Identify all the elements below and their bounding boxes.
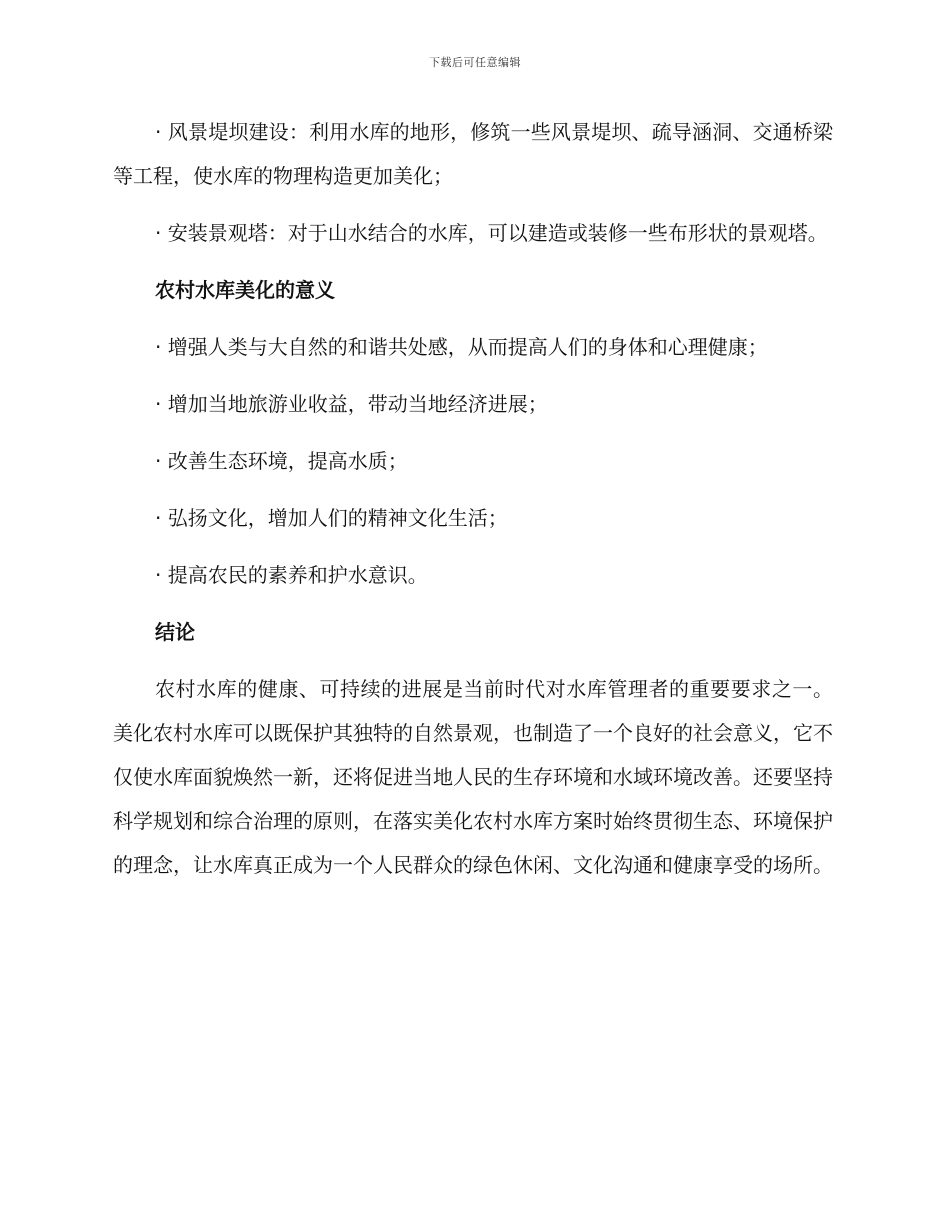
list-item: · 提高农民的素养和护水意识。 xyxy=(155,563,428,587)
section-heading-significance: 农村水库美化的意义 xyxy=(155,278,335,302)
section-heading-conclusion: 结论 xyxy=(155,620,195,644)
list-item: · 弘扬文化，增加人们的精神文化生活； xyxy=(155,506,508,530)
list-item: · 增强人类与大自然的和谐共处感，从而提高人们的身体和心理健康； xyxy=(155,335,768,359)
significance-list xyxy=(113,325,833,597)
conclusion-paragraph: 农村水库的健康、可持续的进展是当前时代对水库管理者的重要要求之一。美化农村水库可以既保护其独特的自然景观，也制造了一个良好的社会意义，它不仅使水库面貌焕然一新，还将促进当地人民的生存环境和水域环境改善。还要坚持科学规划和综合治理的原则，在落实美化农村水库方案时始终贯彻生态、环境保护的理念，让水库真正成为一个人民群众的绿色休闲、文化沟通和健康享受的场所。 xyxy=(113,677,833,877)
list-item: · 增加当地旅游业收益，带动当地经济进展； xyxy=(155,392,548,416)
measures-list xyxy=(113,110,833,255)
list-item-landscape-tower: · 安装景观塔：对于山水结合的水库，可以建造或装修一些布形状的景观塔。 xyxy=(155,221,828,245)
list-item: · 改善生态环境，提高水质； xyxy=(155,449,408,473)
header-note: 下载后可任意编辑 xyxy=(429,56,521,69)
document-body xyxy=(113,110,833,900)
list-item-scenic-dam: · 风景堤坝建设：利用水库的地形，修筑一些风景堤坝、疏导涵洞、交通桥梁等工程，使水库的物理构造更加美化； xyxy=(113,120,833,188)
